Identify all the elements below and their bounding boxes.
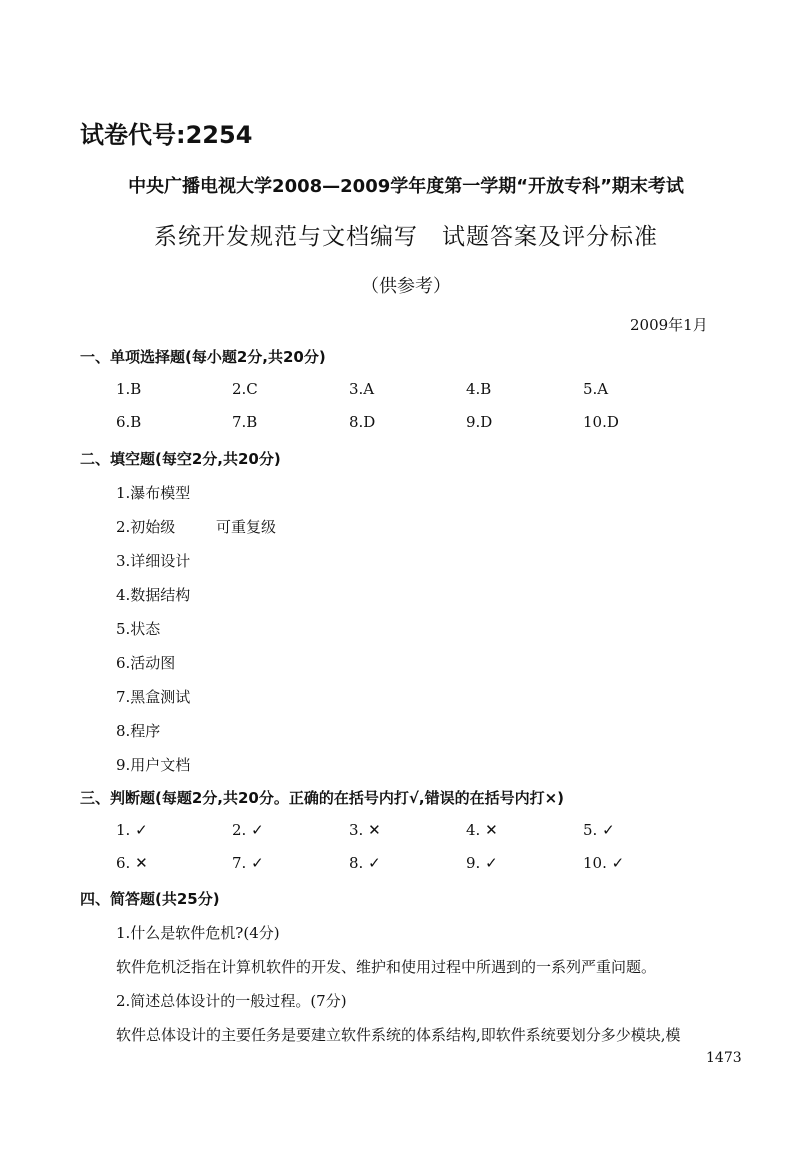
answer-item: 7.B <box>232 413 258 431</box>
answer-item: 9.用户文档 <box>116 756 191 774</box>
answer-item: 6. ✕ <box>116 854 148 872</box>
section-title-choice: 一、单项选择题(每小题2分,共20分) <box>80 348 326 366</box>
answer-item: 4. ✕ <box>466 821 498 839</box>
answer-item: 3. ✕ <box>349 821 381 839</box>
answer-item: 5.A <box>583 380 609 398</box>
answer-item: 10. ✓ <box>583 854 625 872</box>
answer-item: 1.B <box>116 380 142 398</box>
answer-item: 8.D <box>349 413 376 431</box>
answer-item: 1. ✓ <box>116 821 148 839</box>
answer-item: 6.B <box>116 413 142 431</box>
section-title-true-false: 三、判断题(每题2分,共20分。正确的在括号内打√,错误的在括号内打×) <box>80 789 564 807</box>
answer-item: 7. ✓ <box>232 854 264 872</box>
answer-item: 3.详细设计 <box>116 552 191 570</box>
section-title-short-answer: 四、简答题(共25分) <box>80 890 220 908</box>
answer-item: 5. ✓ <box>583 821 615 839</box>
exam-date: 2009年1月 <box>630 316 708 334</box>
answer-item: 9.D <box>466 413 493 431</box>
answer-item: 8. ✓ <box>349 854 381 872</box>
answer-item: 3.A <box>349 380 375 398</box>
answer-item: 8.程序 <box>116 722 161 740</box>
answer-item: 2.C <box>232 380 258 398</box>
answer-item: 1.瀑布模型 <box>116 484 191 502</box>
answer-item-extra: 可重复级 <box>216 518 277 536</box>
answer-item: 4.数据结构 <box>116 586 191 604</box>
course-title: 系统开发规范与文档编写 试题答案及评分标准 <box>154 224 658 250</box>
section-title-fill-blank: 二、填空题(每空2分,共20分) <box>80 450 281 468</box>
answer-1: 软件危机泛指在计算机软件的开发、维护和使用过程中所遇到的一系列严重问题。 <box>116 958 657 976</box>
question-1: 1.什么是软件危机?(4分) <box>116 924 280 942</box>
paper-code: 试卷代号:2254 <box>80 121 253 149</box>
answer-item: 5.状态 <box>116 620 161 638</box>
answer-item: 10.D <box>583 413 619 431</box>
answer-item: 7.黑盒测试 <box>116 688 191 706</box>
answer-item: 4.B <box>466 380 492 398</box>
answer-item: 6.活动图 <box>116 654 176 672</box>
answer-item: 9. ✓ <box>466 854 498 872</box>
university-line: 中央广播电视大学2008—2009学年度第一学期“开放专科”期末考试 <box>128 176 684 197</box>
answer-item: 2. ✓ <box>232 821 264 839</box>
answer-2: 软件总体设计的主要任务是要建立软件系统的体系结构,即软件系统要划分多少模块,模 <box>116 1026 681 1044</box>
reference-note: （供参考） <box>361 276 451 297</box>
answer-item: 2.初始级 <box>116 518 176 536</box>
question-2: 2.简述总体设计的一般过程。(7分) <box>116 992 347 1010</box>
page-number: 1473 <box>706 1050 742 1066</box>
